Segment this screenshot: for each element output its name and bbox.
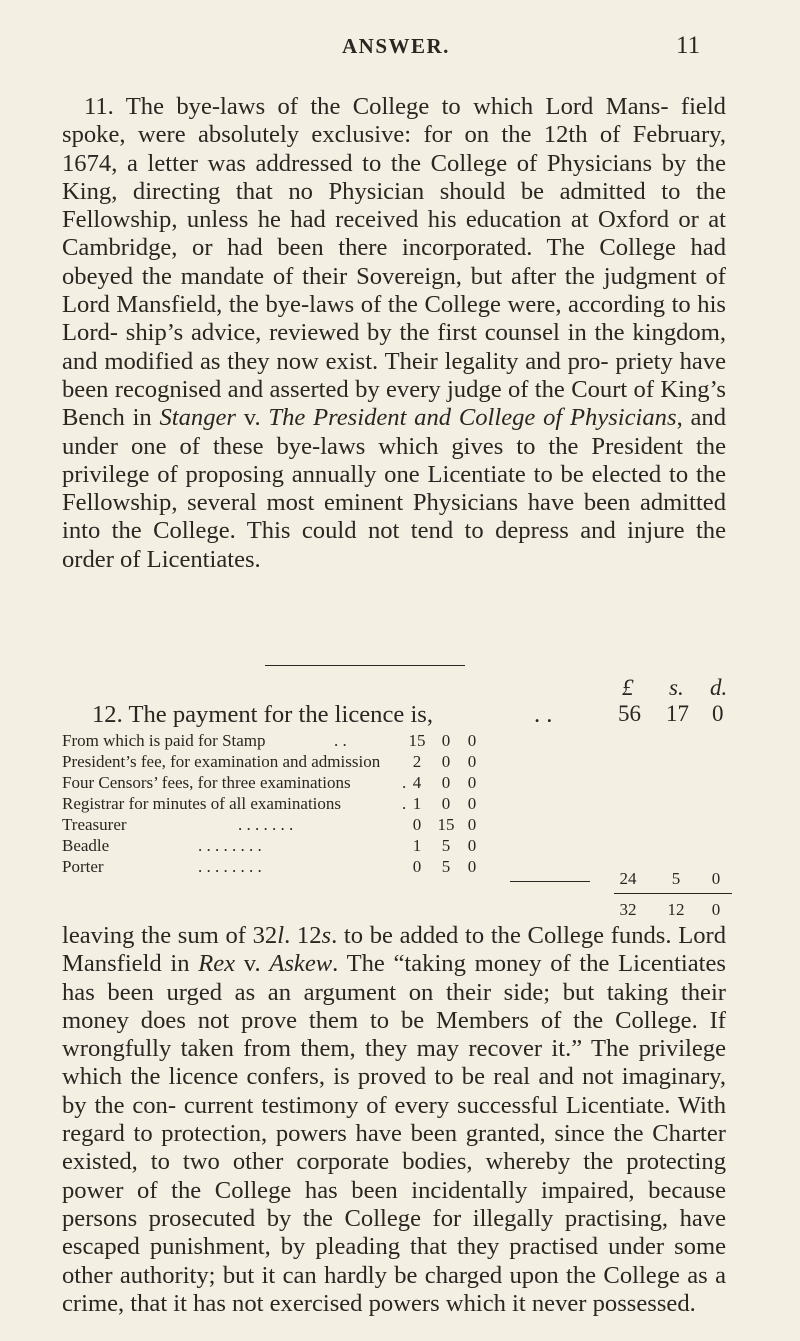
page-number: 11 [676,32,701,59]
case-name: Stanger [159,404,237,432]
case-name: The President and College of Physicians [268,404,677,432]
paragraph-11: 11. The bye-laws of the College to which Lord Mans- field spoke, were absolutely exclusive: for on the 12th of February, 1674, a letter was addressed to the College of Physicians by the King, directing that no Physician should be admitted to the Fellowship, unless he had received his education at Oxford or at Cambridge, or had been there incorporated. The College had obeyed the mandate of their Sovereign, but after the judgment of Lord Mansfield, the bye-laws of the College were, according to his Lord- ship’s advice, reviewed by the first counsel in the kingdom, and modified as they now exist. Their legality and pro- priety have been recognised and asserted by every judge of the Court of King’s Bench in Stanger v. The President and College of Physicians, and under one of these bye-laws which gives to the President the privilege of proposing annually one Licentiate to be elected to the Fellowship, several most eminent Physicians have been admitted into the College. This could not tend to depress and injure the order of Licentiates. [62,93,726,573]
shillings-header: s. [669,675,684,700]
section-divider [265,665,465,666]
page-header [0,32,800,62]
remainder-pence: 0 [711,900,721,919]
case-name: Rex [198,950,236,978]
case-name: Askew [269,950,333,978]
pounds-header: £ [622,675,634,700]
subtotal-pounds: 24 [619,869,637,888]
subtotal-rule [510,881,590,882]
remainder-pounds: 32 [619,900,637,919]
subtotal-pence: 0 [711,869,721,888]
remainder-shillings: 12 [667,900,685,919]
licence-total-shillings: 17 [666,701,689,726]
running-head: ANSWER. [342,34,450,58]
subtotal-shillings: 5 [671,869,681,888]
paragraph-number: 11. [84,93,114,120]
licence-payment-line: 12. The payment for the licence is, . . [92,701,553,728]
licence-total-pounds: 56 [618,701,641,726]
total-rule [614,893,732,894]
licence-total-pence: 0 [712,701,724,726]
book-page: ANSWER. 11 11. The bye-laws of the College to which Lord Mans- field spoke, were absolutely exclusive: for on the 12th of February, 1674, a letter was addressed to the College of Physicians by the King, directing that no Physician should be admitted to the Fellowship, unless he had received his education at Oxford or at Cambridge, or had been there incorporated. The College had obeyed the mandate of their Sovereign, but after the judgment of Lord Mansfield, the bye-laws of the College were, according to his Lord- ship’s advice, reviewed by the first counsel in the kingdom, and modified as they now exist. Their legality and pro- priety have been recognised and asserted by every judge of the Court of King’s Bench in Stanger v. The President and College of Physicians, and under one of these bye-laws which gives to the President the privilege of proposing annually one Licentiate to be elected to the Fellowship, several most eminent Physicians have been admitted into the College. This could not tend to depress and injure the order of Licentiates. £ s. d. 12. The payment for the licence is, . . 56 17 0 From which is paid for Stamp . . 15 0 0 President’s fee, for examination and admission 2 0 0 Four Censors’ fees, for three examinations . 4 0 0 Registrar for minutes of all examinations . 1 0 0 Treasurer . . . . . . . 0 15 0 Beadle . . . . . . . . 1 5 0 Porter . . . . . . . . 0 5 0 24 5 0 32 12 0 leaving the sum of 32l. 12s. to be added to the College funds. Lord Mansfield in Rex v. Askew. The “taking money of the Licentiates has been urged as an argument on their side; but taking their money does not prove them to be Members of the College. If wrongfully taken from them, they may recover it.” The privilege which the licence confers, is proved to be real and not imaginary, by the con- current testimony of every successful Licentiate. With regard to protection, powers have been granted, since the Charter existed, to two other corporate bodies, whereby the protecting power of the College has been incidentally impaired, because persons prosecuted by the College for illegally practising, have escaped punishment, by pleading that they practised under some other authority; but it can hardly be charged upon the College as a crime, that it has not exercised powers which it never possessed. [0,0,800,1341]
paragraph-continuation: leaving the sum of 32l. 12s. to be added to the College funds. Lord Mansfield in Rex v. Askew. The “taking money of the Licentiates has been urged as an argument on their side; but taking their money does not prove them to be Members of the College. If wrongfully taken from them, they may recover it.” The privilege which the licence confers, is proved to be real and not imaginary, by the con- current testimony of every successful Licentiate. With regard to protection, powers have been granted, since the Charter existed, to two other corporate bodies, whereby the protecting power of the College has been incidentally impaired, because persons prosecuted by the College for illegally practising, have escaped punishment, by pleading that they practised under some other authority; but it can hardly be charged upon the College as a crime, that it has not exercised powers which it never possessed. [62,922,726,1317]
pence-header: d. [710,675,728,700]
